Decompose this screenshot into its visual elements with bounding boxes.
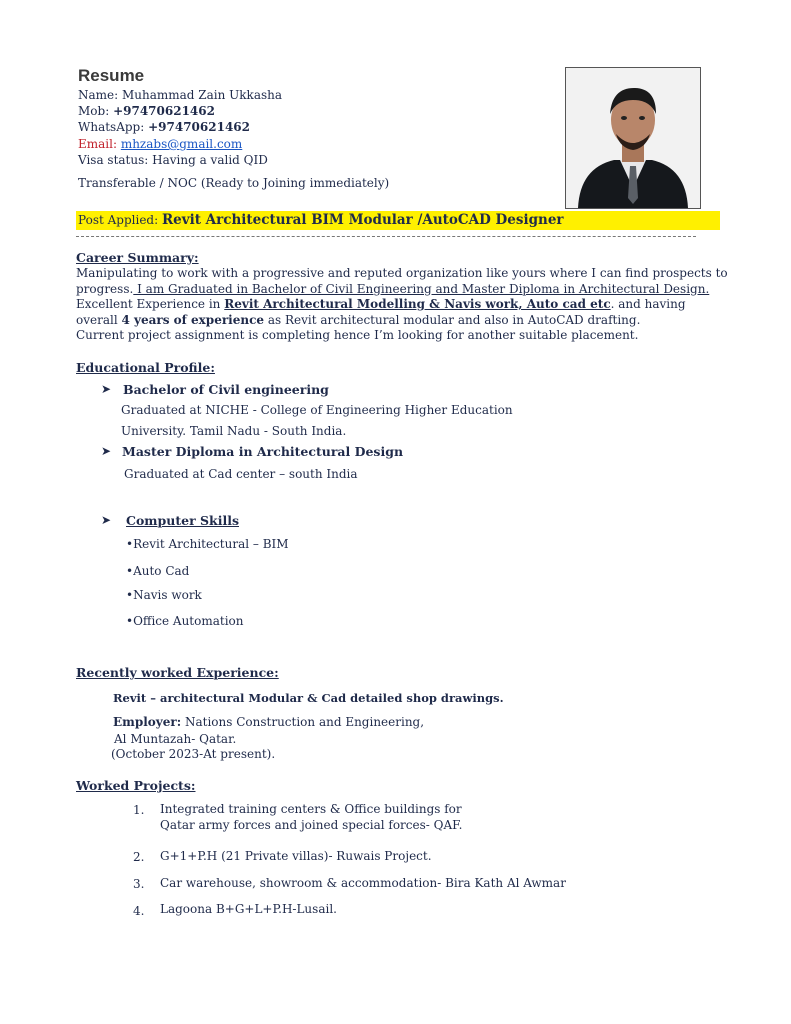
career-line-1: Manipulating to work with a progressive and reputed organization like yours where I can find prospects to xyxy=(76,266,728,280)
employer-label: Employer: xyxy=(113,715,182,729)
career-line-3a: Excellent Experience in xyxy=(76,297,225,311)
skill-item: •Office Automation xyxy=(126,614,244,628)
computer-skills-heading: Computer Skills xyxy=(126,513,239,528)
career-line-3b: Revit Architectural Modelling & Navis work, Auto cad etc xyxy=(224,297,611,311)
mobile-value: +97470621462 xyxy=(113,104,215,118)
employment-period: (October 2023-At present). xyxy=(111,747,276,761)
arrowhead-bullet-icon: ➤ xyxy=(101,444,112,458)
experience-role: Revit – architectural Modular & Cad detailed shop drawings. xyxy=(113,691,504,705)
visa-status: Visa status: Having a valid QID xyxy=(78,153,268,167)
worked-projects-heading: Worked Projects: xyxy=(76,778,196,793)
email-line xyxy=(78,137,242,152)
career-line-4a: overall xyxy=(76,312,122,327)
skill-item: •Navis work xyxy=(126,588,202,602)
career-line-3 xyxy=(76,297,706,313)
education-item-1-title: Bachelor of Civil engineering xyxy=(123,382,329,397)
career-line-2a: progress. xyxy=(76,281,134,296)
education-item-2-line-1: Graduated at Cad center – south India xyxy=(124,467,358,481)
skill-item: •Auto Cad xyxy=(126,564,190,578)
employer-location: Al Muntazah- Qatar. xyxy=(114,732,237,746)
arrowhead-bullet-icon: ➤ xyxy=(101,382,112,396)
career-line-4b: 4 years of experience xyxy=(121,312,265,327)
project-item-line: G+1+P.H (21 Private villas)- Ruwais Project. xyxy=(160,849,432,863)
project-item-line: Qatar army forces and joined special forces- QAF. xyxy=(160,818,463,832)
project-number: 3. xyxy=(133,877,145,891)
project-number: 2. xyxy=(133,850,145,864)
project-item-line: Lagoona B+G+L+P.H-Lusail. xyxy=(160,902,337,916)
transfer-status: Transferable / NOC (Ready to Joining immediately) xyxy=(78,176,390,190)
portrait-illustration xyxy=(566,68,700,208)
employer-value: Nations Construction and Engineering, xyxy=(181,715,425,729)
mobile-label: Mob: xyxy=(78,104,114,118)
education-item-1-line-2: University. Tamil Nadu - South India. xyxy=(121,424,347,438)
career-line-3c: . and having xyxy=(610,297,686,311)
career-line-2 xyxy=(76,281,710,298)
career-line-2b: I am Graduated in Bachelor of Civil Engineering and Master Diploma in Architectural Design. xyxy=(133,281,710,296)
project-item-line: Integrated training centers & Office buildings for xyxy=(160,802,462,816)
arrowhead-bullet-icon: ➤ xyxy=(101,513,112,527)
whatsapp-value: +97470621462 xyxy=(148,120,250,134)
career-summary-text xyxy=(76,266,728,344)
post-applied-banner xyxy=(76,211,720,230)
career-line-5: Current project assignment is completing hence I’m looking for another suitable placement. xyxy=(76,328,639,342)
career-summary-heading: Career Summary: xyxy=(76,250,199,265)
education-item-2-title: Master Diploma in Architectural Design xyxy=(122,444,404,459)
project-number: 1. xyxy=(133,803,145,817)
profile-photo xyxy=(565,67,701,209)
project-number: 4. xyxy=(133,904,145,918)
name-line: Name: Muhammad Zain Ukkasha xyxy=(78,88,283,102)
email-label: Email: xyxy=(78,137,121,151)
career-line-4c: as Revit architectural modular and also in AutoCAD drafting. xyxy=(264,312,641,327)
section-divider xyxy=(76,236,696,237)
career-line-4 xyxy=(76,313,706,329)
project-item-line: Car warehouse, showroom & accommodation- Bira Kath Al Awmar xyxy=(160,876,566,890)
education-item-1-line-1: Graduated at NICHE - College of Engineering Higher Education xyxy=(121,403,513,417)
email-link[interactable]: mhzabs@gmail.com xyxy=(120,137,243,151)
employer-line xyxy=(113,715,424,729)
mobile-line xyxy=(78,104,215,119)
resume-title: Resume xyxy=(78,66,145,85)
whatsapp-line xyxy=(78,120,250,135)
whatsapp-label: WhatsApp: xyxy=(78,120,149,134)
educational-profile-heading: Educational Profile: xyxy=(76,360,215,375)
experience-heading: Recently worked Experience: xyxy=(76,665,279,680)
skill-item: •Revit Architectural – BIM xyxy=(126,537,289,551)
post-applied-value: Revit Architectural BIM Modular /AutoCAD Designer xyxy=(161,212,564,228)
post-applied-label: Post Applied: xyxy=(78,213,162,227)
